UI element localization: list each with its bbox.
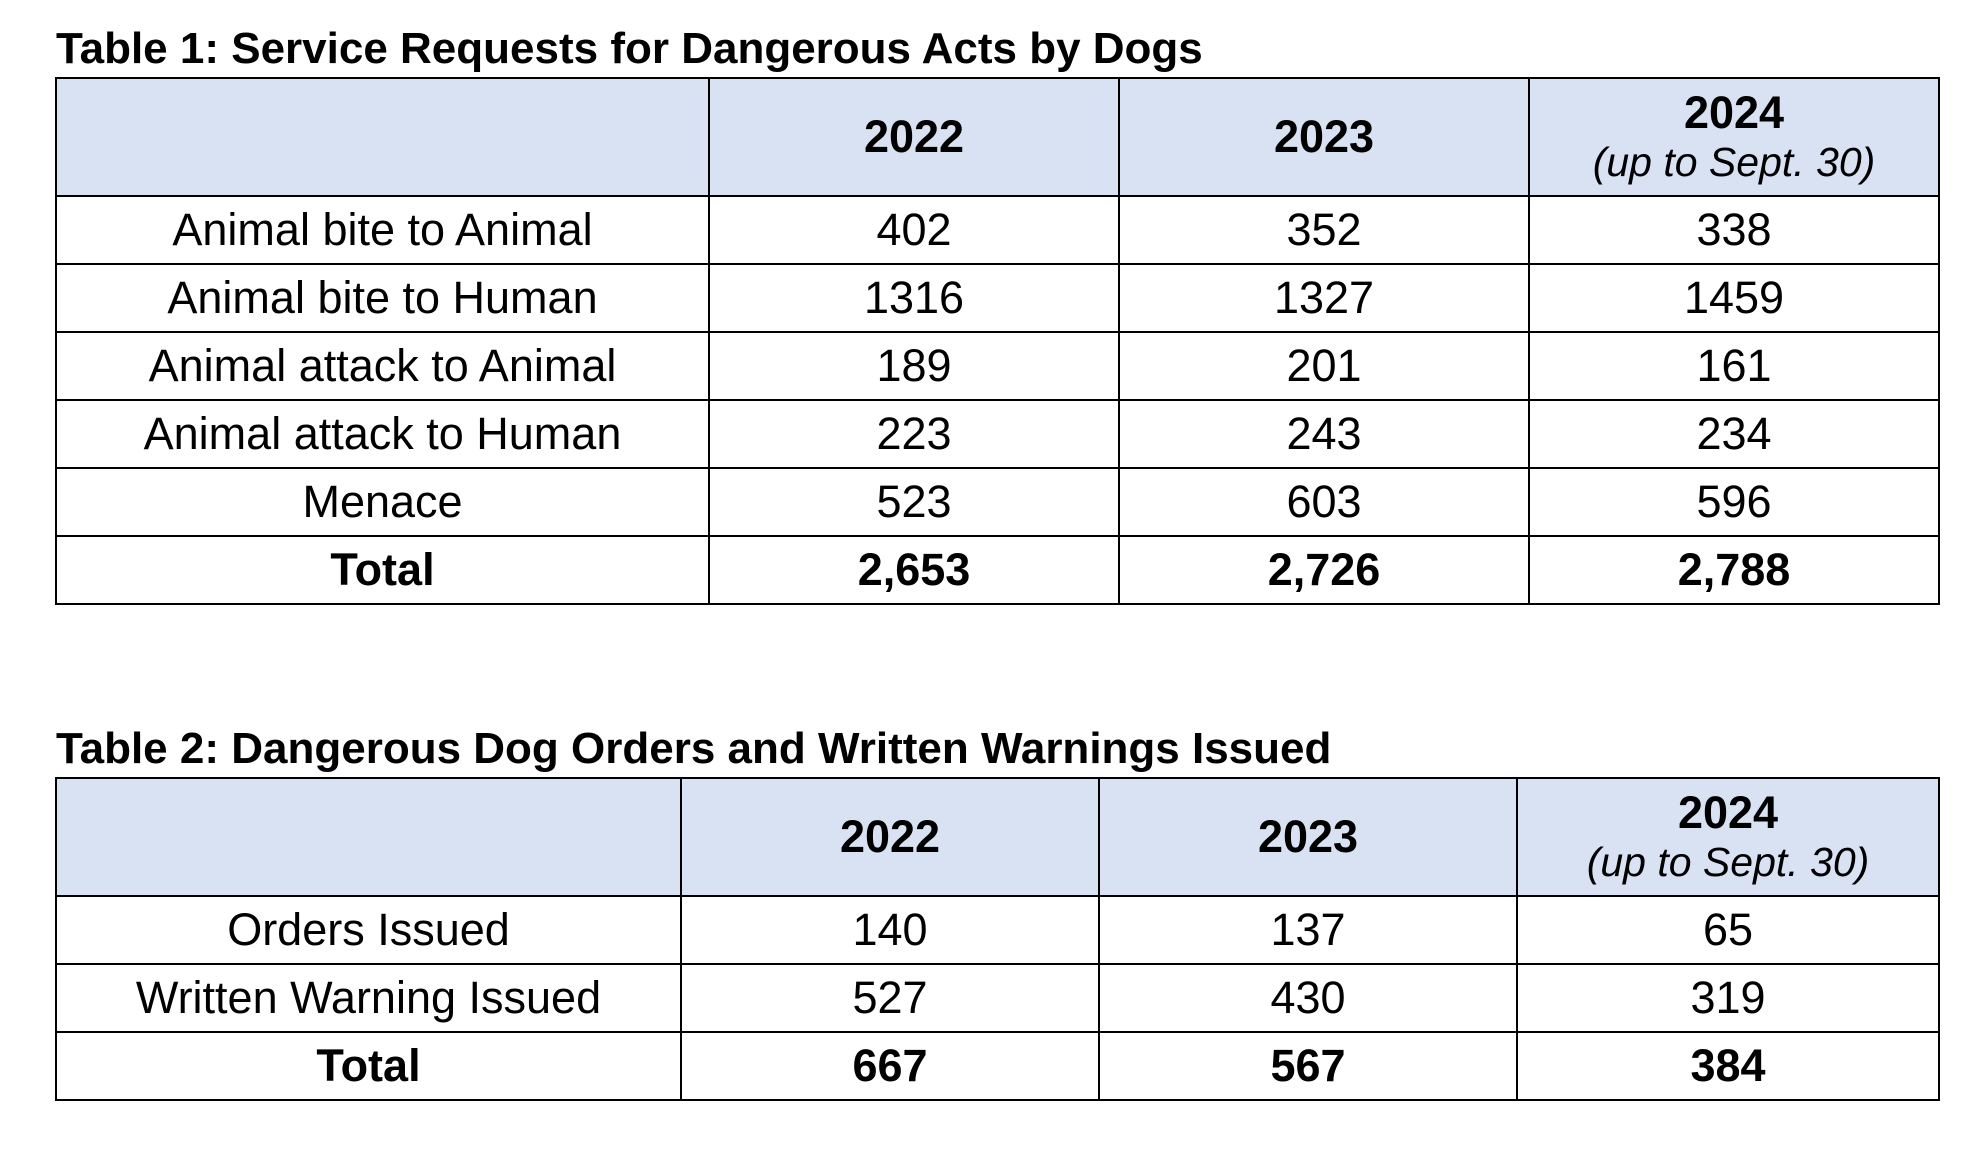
year-note: (up to Sept. 30) [1592,139,1876,185]
year-label: 2022 [863,111,965,162]
value-cell: 201 [1119,332,1529,400]
value-cell: 430 [1099,964,1517,1032]
table-header-row [56,78,1939,196]
year-note: (up to Sept. 30) [1586,839,1870,885]
table-row [56,468,1939,536]
total-value: 2,653 [709,536,1119,604]
value-cell: 603 [1119,468,1529,536]
header-year-2023 [1119,78,1529,196]
dog-orders-table [55,777,1940,1101]
value-cell: 527 [681,964,1099,1032]
table-row [56,196,1939,264]
row-label: Animal attack to Animal [56,332,709,400]
year-label: 2024 [1683,87,1785,138]
value-cell: 189 [709,332,1119,400]
total-row [56,536,1939,604]
table-header-row [56,778,1939,896]
table-row [56,896,1939,964]
table-row [56,400,1939,468]
total-value: 2,726 [1119,536,1529,604]
year-label: 2024 [1677,787,1779,838]
value-cell: 402 [709,196,1119,264]
total-label: Total [56,536,709,604]
table-row [56,264,1939,332]
table-2-caption: Table 2: Dangerous Dog Orders and Written Warnings Issued [56,724,1332,773]
value-cell: 319 [1517,964,1939,1032]
value-cell: 596 [1529,468,1939,536]
header-corner-cell [56,778,681,896]
table-row [56,332,1939,400]
value-cell: 243 [1119,400,1529,468]
row-label: Animal bite to Animal [56,196,709,264]
value-cell: 1316 [709,264,1119,332]
row-label: Menace [56,468,709,536]
value-cell: 161 [1529,332,1939,400]
header-corner-cell [56,78,709,196]
year-label: 2023 [1257,811,1359,862]
row-label: Written Warning Issued [56,964,681,1032]
total-label: Total [56,1032,681,1100]
row-label: Animal attack to Human [56,400,709,468]
header-year-2024 [1517,778,1939,896]
table-1-caption: Table 1: Service Requests for Dangerous Acts by Dogs [56,24,1203,73]
total-value: 667 [681,1032,1099,1100]
row-label: Animal bite to Human [56,264,709,332]
value-cell: 223 [709,400,1119,468]
row-label: Orders Issued [56,896,681,964]
total-row [56,1032,1939,1100]
service-requests-table [55,77,1940,605]
total-value: 384 [1517,1032,1939,1100]
total-value: 2,788 [1529,536,1939,604]
value-cell: 140 [681,896,1099,964]
value-cell: 234 [1529,400,1939,468]
value-cell: 65 [1517,896,1939,964]
header-year-2022 [709,78,1119,196]
header-year-2024 [1529,78,1939,196]
table-row [56,964,1939,1032]
header-year-2023 [1099,778,1517,896]
total-value: 567 [1099,1032,1517,1100]
year-label: 2022 [839,811,941,862]
header-year-2022 [681,778,1099,896]
value-cell: 352 [1119,196,1529,264]
year-label: 2023 [1273,111,1375,162]
value-cell: 523 [709,468,1119,536]
value-cell: 1327 [1119,264,1529,332]
value-cell: 1459 [1529,264,1939,332]
value-cell: 137 [1099,896,1517,964]
value-cell: 338 [1529,196,1939,264]
